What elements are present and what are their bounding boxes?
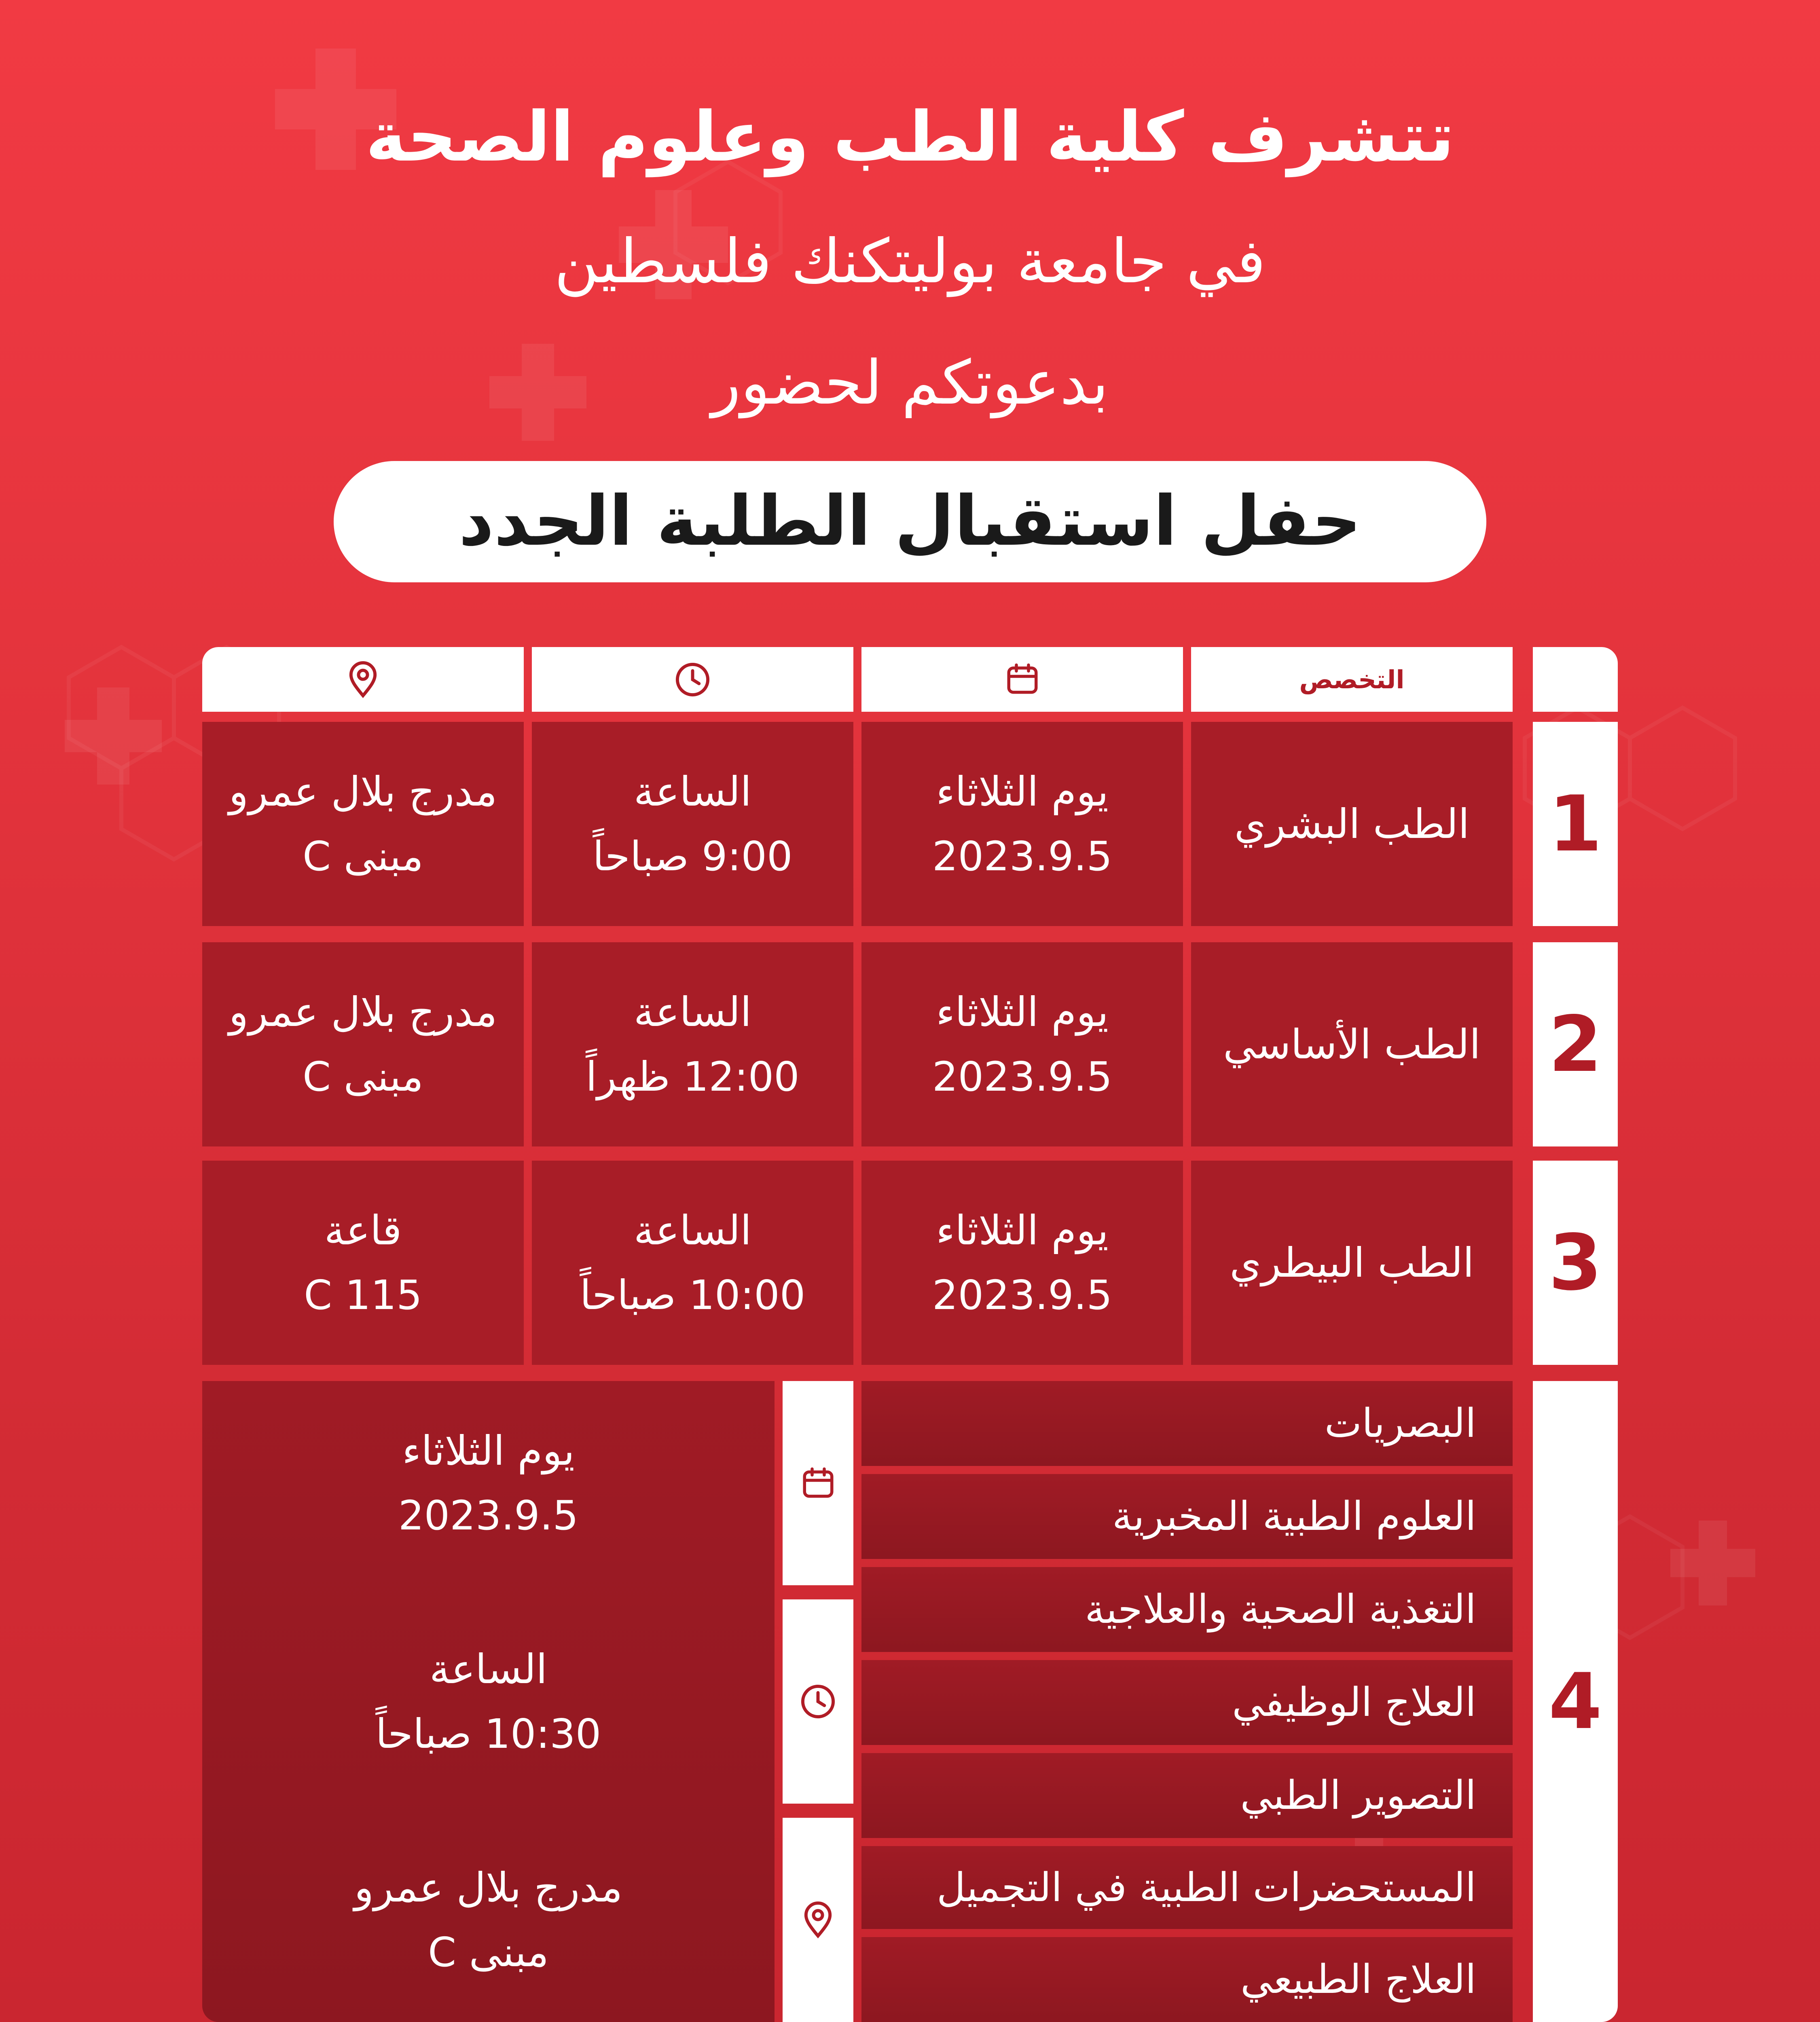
row-2-time: 12:00 ظهراً bbox=[586, 1053, 800, 1100]
row-1-time-cell bbox=[532, 722, 853, 926]
row-2-time-cell bbox=[532, 942, 853, 1146]
group-date: 2023.9.5 bbox=[398, 1491, 579, 1539]
group-time-text bbox=[202, 1599, 775, 1804]
row-2-day: يوم الثلاثاء bbox=[936, 988, 1109, 1036]
row-3-location-hall: قاعة bbox=[324, 1206, 402, 1254]
row-1-time: 9:00 صباحاً bbox=[593, 832, 793, 880]
row-2-date-cell bbox=[861, 942, 1183, 1146]
row-2-number: 2 bbox=[1533, 942, 1618, 1146]
group-specialty-3: التغذية الصحية والعلاجية bbox=[861, 1567, 1513, 1652]
calendar-icon bbox=[1004, 661, 1041, 698]
row-2-location-hall: مدرج بلال عمرو bbox=[229, 988, 497, 1036]
heading-line-1: تتشرف كلية الطب وعلوم الصحة bbox=[365, 97, 1455, 177]
group-specialty-6: المستحضرات الطبية في التجميل bbox=[861, 1846, 1513, 1929]
group-specialty-5: التصوير الطبي bbox=[861, 1753, 1513, 1838]
event-title-pill bbox=[334, 461, 1486, 582]
row-1-day: يوم الثلاثاء bbox=[936, 768, 1109, 815]
row-1-date: 2023.9.5 bbox=[932, 832, 1113, 880]
heading-line-3: بدعوتكم لحضور bbox=[711, 348, 1109, 418]
group-specialty-2: العلوم الطبية المخبرية bbox=[861, 1474, 1513, 1559]
group-time-label: الساعة bbox=[429, 1645, 548, 1693]
row-2-date: 2023.9.5 bbox=[932, 1053, 1113, 1100]
row-1-number: 1 bbox=[1533, 722, 1618, 926]
group-date-icon-cell bbox=[783, 1381, 853, 1585]
header-location-cell bbox=[202, 647, 524, 712]
row-3-date: 2023.9.5 bbox=[932, 1271, 1113, 1319]
row-2-time-label: الساعة bbox=[633, 988, 752, 1036]
row-4-number: 4 bbox=[1533, 1381, 1618, 2022]
row-2-location-building: مبنى C bbox=[303, 1053, 423, 1100]
row-1-location-hall: مدرج بلال عمرو bbox=[229, 768, 497, 815]
row-3-time-label: الساعة bbox=[633, 1206, 752, 1254]
group-specialty-7: العلاج الطبيعي bbox=[861, 1937, 1513, 2022]
group-day: يوم الثلاثاء bbox=[402, 1427, 575, 1474]
row-3-time-cell bbox=[532, 1161, 853, 1365]
row-3-number: 3 bbox=[1533, 1161, 1618, 1365]
group-specialty-4: العلاج الوظيفي bbox=[861, 1660, 1513, 1745]
group-specialty-1: البصريات bbox=[861, 1381, 1513, 1466]
row-1-time-label: الساعة bbox=[633, 768, 752, 815]
row-3-specialty: الطب البيطري bbox=[1191, 1161, 1513, 1365]
event-title: حفل استقبال الطلبة الجدد bbox=[459, 481, 1361, 561]
header-specialty: التخصص bbox=[1191, 647, 1513, 712]
row-3-day: يوم الثلاثاء bbox=[936, 1206, 1109, 1254]
row-3-time: 10:00 صباحاً bbox=[580, 1271, 806, 1319]
row-3-location-building: C 115 bbox=[304, 1271, 422, 1319]
location-pin-icon bbox=[799, 1901, 837, 1939]
group-time-icon-cell bbox=[783, 1599, 853, 1804]
row-3-location-cell bbox=[202, 1161, 524, 1365]
clock-icon bbox=[799, 1682, 837, 1721]
row-3-date-cell bbox=[861, 1161, 1183, 1365]
group-time: 10:30 صباحاً bbox=[375, 1710, 601, 1758]
header-time-cell bbox=[532, 647, 853, 712]
heading-line-2: في جامعة بوليتكنك فلسطين bbox=[554, 226, 1266, 297]
group-location-icon-cell bbox=[783, 1818, 853, 2022]
calendar-icon bbox=[800, 1465, 836, 1502]
clock-icon bbox=[673, 660, 712, 699]
header-num-cell bbox=[1533, 647, 1618, 712]
row-1-location-building: مبنى C bbox=[303, 832, 423, 880]
location-pin-icon bbox=[344, 660, 382, 699]
header-date-cell bbox=[861, 647, 1183, 712]
row-2-specialty: الطب الأساسي bbox=[1191, 942, 1513, 1146]
group-location-text bbox=[202, 1818, 775, 2022]
row-1-location-cell bbox=[202, 722, 524, 926]
group-date-text bbox=[202, 1381, 775, 1585]
row-1-specialty: الطب البشري bbox=[1191, 722, 1513, 926]
group-location-hall: مدرج بلال عمرو bbox=[354, 1863, 623, 1911]
group-location-building: مبنى C bbox=[428, 1928, 549, 1976]
row-1-date-cell bbox=[861, 722, 1183, 926]
row-2-location-cell bbox=[202, 942, 524, 1146]
